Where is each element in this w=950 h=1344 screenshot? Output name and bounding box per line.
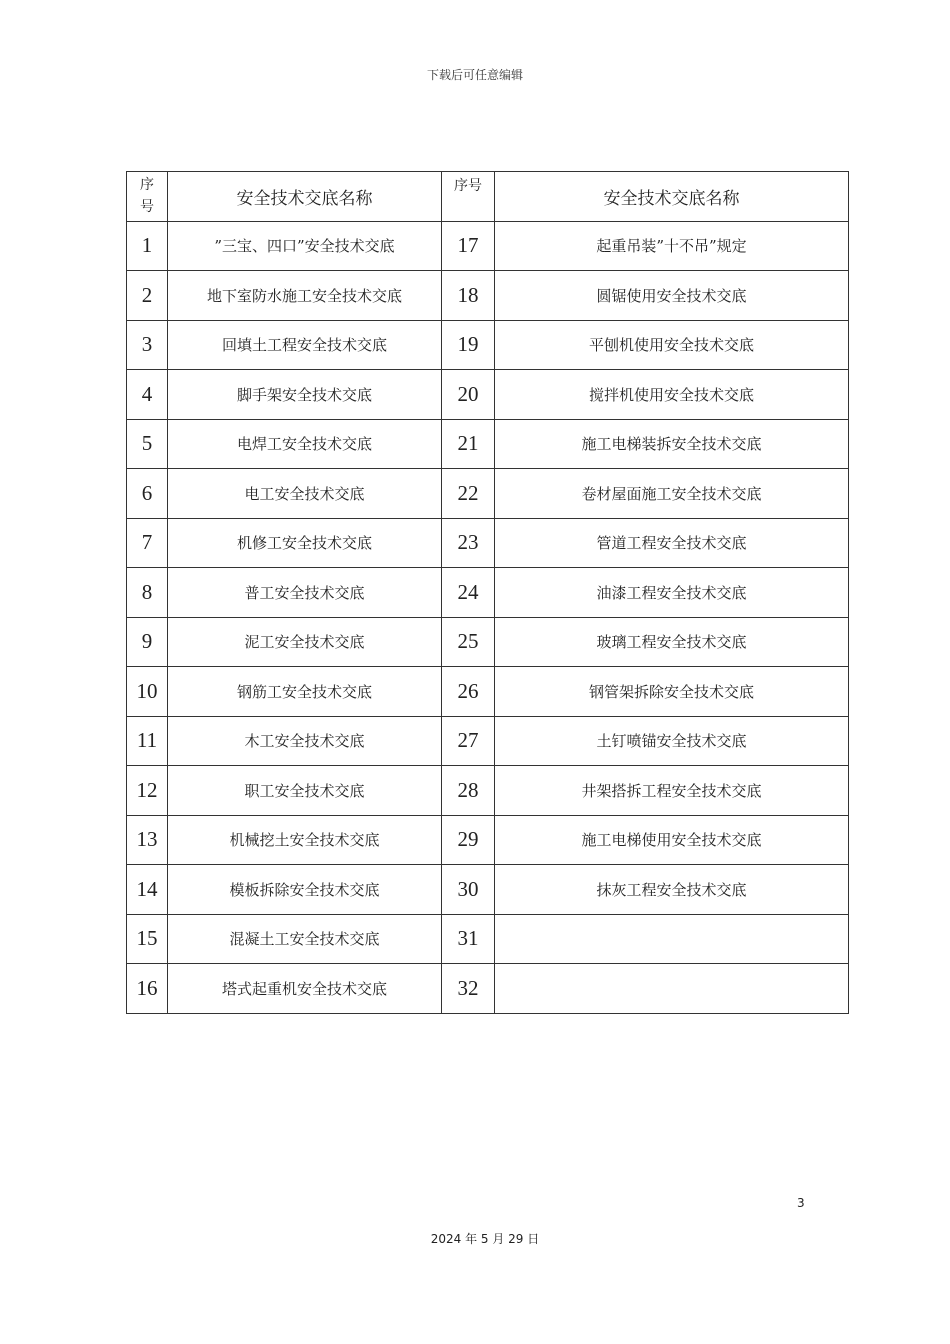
name-left-cell: 机修工安全技术交底 (168, 518, 442, 568)
seq-left-cell: 11 (127, 716, 168, 766)
name-right-cell: 施工电梯装拆安全技术交底 (495, 419, 849, 469)
name-left-cell: 电焊工安全技术交底 (168, 419, 442, 469)
header-seq-left-char2: 号 (140, 199, 154, 216)
seq-right-cell: 17 (442, 221, 495, 271)
name-left-cell: 地下室防水施工安全技术交底 (168, 271, 442, 321)
seq-left-cell: 2 (127, 271, 168, 321)
name-right-cell: 平刨机使用安全技术交底 (495, 320, 849, 370)
name-left-cell: 普工安全技术交底 (168, 568, 442, 618)
seq-left-cell: 9 (127, 617, 168, 667)
seq-left-cell: 4 (127, 370, 168, 420)
seq-right-cell: 25 (442, 617, 495, 667)
table-row (127, 370, 849, 420)
table-row (127, 766, 849, 816)
header-name-left: 安全技术交底名称 (168, 172, 442, 222)
name-right-cell: 抹灰工程安全技术交底 (495, 865, 849, 915)
seq-right-cell: 23 (442, 518, 495, 568)
table-row (127, 221, 849, 271)
seq-right-cell: 22 (442, 469, 495, 519)
table-row (127, 815, 849, 865)
table-row (127, 716, 849, 766)
name-left-cell: ”三宝、四口”安全技术交底 (168, 221, 442, 271)
seq-right-cell: 27 (442, 716, 495, 766)
name-right-cell: 管道工程安全技术交底 (495, 518, 849, 568)
seq-right-cell: 32 (442, 964, 495, 1014)
seq-right-cell: 18 (442, 271, 495, 321)
table-row (127, 617, 849, 667)
seq-right-cell: 29 (442, 815, 495, 865)
name-right-cell: 玻璃工程安全技术交底 (495, 617, 849, 667)
name-left-cell: 泥工安全技术交底 (168, 617, 442, 667)
name-left-cell: 机械挖土安全技术交底 (168, 815, 442, 865)
name-left-cell: 模板拆除安全技术交底 (168, 865, 442, 915)
table-row (127, 667, 849, 717)
seq-left-cell: 7 (127, 518, 168, 568)
header-note: 下载后可任意编辑 (426, 68, 523, 82)
name-left-cell: 木工安全技术交底 (168, 716, 442, 766)
seq-right-cell: 31 (442, 914, 495, 964)
name-right-cell: 搅拌机使用安全技术交底 (495, 370, 849, 420)
name-right-cell: 井架搭拆工程安全技术交底 (495, 766, 849, 816)
table-row (127, 518, 849, 568)
seq-right-cell: 20 (442, 370, 495, 420)
seq-left-cell: 13 (127, 815, 168, 865)
header-seq-left (127, 172, 168, 222)
header-seq-left-char1: 序 (140, 177, 154, 194)
name-left-cell: 钢筋工安全技术交底 (168, 667, 442, 717)
seq-left-cell: 6 (127, 469, 168, 519)
table-row (127, 419, 849, 469)
seq-left-cell: 1 (127, 221, 168, 271)
seq-left-cell: 15 (127, 914, 168, 964)
name-right-cell: 钢管架拆除安全技术交底 (495, 667, 849, 717)
name-right-cell: 起重吊装”十不吊”规定 (495, 221, 849, 271)
seq-right-cell: 26 (442, 667, 495, 717)
seq-left-cell: 14 (127, 865, 168, 915)
name-left-cell: 电工安全技术交底 (168, 469, 442, 519)
seq-left-cell: 8 (127, 568, 168, 618)
name-right-cell: 施工电梯使用安全技术交底 (495, 815, 849, 865)
table-row (127, 320, 849, 370)
name-right-cell (495, 914, 849, 964)
name-left-cell: 职工安全技术交底 (168, 766, 442, 816)
table-row (127, 568, 849, 618)
seq-right-cell: 21 (442, 419, 495, 469)
name-left-cell: 混凝土工安全技术交底 (168, 914, 442, 964)
seq-left-cell: 16 (127, 964, 168, 1014)
name-right-cell: 卷材屋面施工安全技术交底 (495, 469, 849, 519)
seq-left-cell: 10 (127, 667, 168, 717)
table-row (127, 964, 849, 1014)
seq-left-cell: 3 (127, 320, 168, 370)
seq-right-cell: 19 (442, 320, 495, 370)
name-right-cell: 圆锯使用安全技术交底 (495, 271, 849, 321)
footer-date: 2024 年 5 月 29 日 (430, 1232, 540, 1246)
name-left-cell: 脚手架安全技术交底 (168, 370, 442, 420)
seq-left-cell: 12 (127, 766, 168, 816)
name-left-cell: 回填土工程安全技术交底 (168, 320, 442, 370)
seq-right-cell: 28 (442, 766, 495, 816)
table-header-row (127, 172, 849, 222)
table-row (127, 469, 849, 519)
name-right-cell (495, 964, 849, 1014)
seq-left-cell: 5 (127, 419, 168, 469)
name-right-cell: 土钉喷锚安全技术交底 (495, 716, 849, 766)
table-row (127, 914, 849, 964)
seq-right-cell: 30 (442, 865, 495, 915)
header-seq-right: 序号 (442, 172, 495, 222)
name-right-cell: 油漆工程安全技术交底 (495, 568, 849, 618)
seq-right-cell: 24 (442, 568, 495, 618)
page-number: 3 (797, 1196, 805, 1210)
table-row (127, 865, 849, 915)
name-left-cell: 塔式起重机安全技术交底 (168, 964, 442, 1014)
header-name-right: 安全技术交底名称 (495, 172, 849, 222)
safety-briefing-table (126, 171, 849, 1014)
table-row (127, 271, 849, 321)
